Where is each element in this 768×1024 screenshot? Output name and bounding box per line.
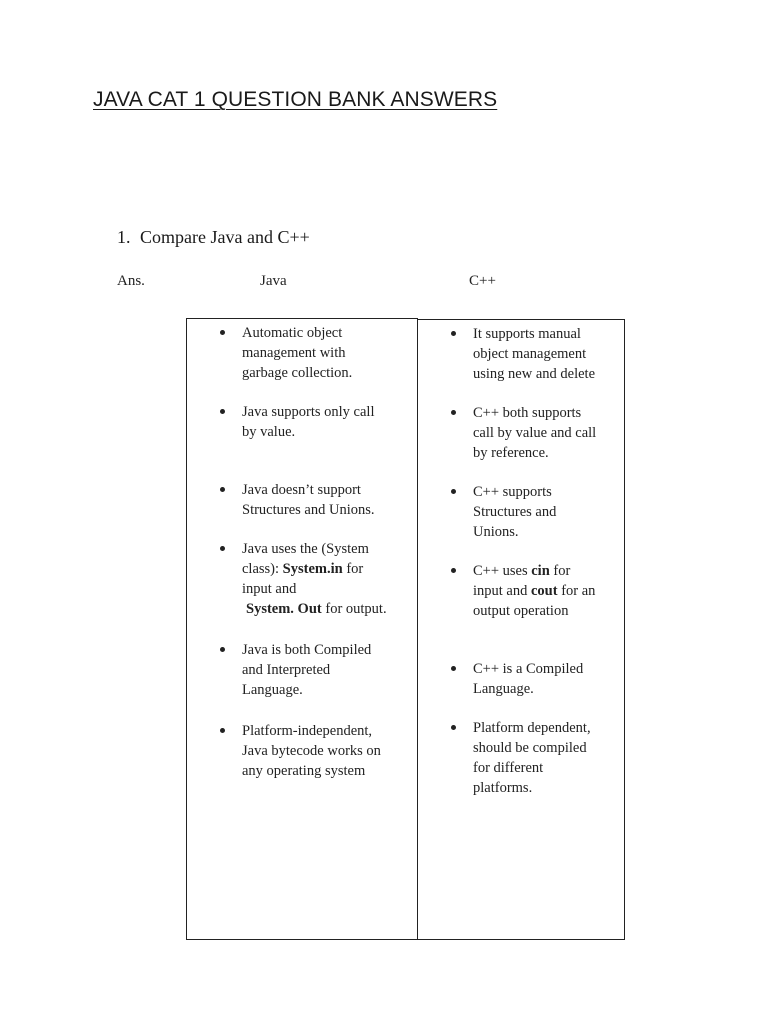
point-line: Language. bbox=[242, 682, 303, 698]
question-number: 1. bbox=[117, 227, 131, 247]
question-text: Compare Java and C++ bbox=[140, 227, 310, 247]
cpp-point-input-output bbox=[473, 561, 595, 621]
point-line: C++ supports bbox=[473, 484, 552, 500]
cin-term: cin bbox=[531, 563, 550, 579]
point-line: Java bytecode works on bbox=[242, 743, 381, 759]
point-text: for an bbox=[557, 583, 596, 599]
point-line: Java is both Compiled bbox=[242, 642, 372, 658]
point-line: platforms. bbox=[473, 780, 533, 796]
answer-label: Ans. bbox=[117, 273, 145, 289]
bullet-icon bbox=[451, 489, 456, 494]
cpp-point-structures-unions bbox=[473, 482, 556, 542]
point-line bbox=[242, 599, 387, 619]
point-line: and Interpreted bbox=[242, 662, 331, 678]
bullet-icon bbox=[220, 409, 225, 414]
point-line: Platform-independent, bbox=[242, 723, 373, 739]
cpp-point-compiled bbox=[473, 659, 583, 699]
point-line bbox=[473, 561, 595, 581]
point-text: class): bbox=[242, 561, 283, 577]
java-point-garbage-collection bbox=[242, 323, 352, 383]
point-line: Unions. bbox=[473, 524, 519, 540]
point-line: call by value and call bbox=[473, 425, 597, 441]
bullet-icon bbox=[451, 568, 456, 573]
point-line: output operation bbox=[473, 603, 569, 619]
point-text: input and bbox=[473, 583, 531, 599]
cpp-column-heading: C++ bbox=[469, 273, 496, 289]
point-line: garbage collection. bbox=[242, 365, 353, 381]
bullet-icon bbox=[451, 410, 456, 415]
bullet-icon bbox=[220, 647, 225, 652]
point-line: C++ is a Compiled bbox=[473, 661, 584, 677]
system-in-term: System.in bbox=[282, 561, 343, 577]
point-line: any operating system bbox=[242, 763, 366, 779]
cpp-point-platform-dependent bbox=[473, 718, 591, 798]
java-point-call-by-value bbox=[242, 402, 375, 442]
cpp-point-manual-memory bbox=[473, 324, 595, 384]
point-line: by value. bbox=[242, 424, 296, 440]
point-line: Platform dependent, bbox=[473, 720, 591, 736]
point-line: Structures and bbox=[473, 504, 557, 520]
point-line: Language. bbox=[473, 681, 534, 697]
document-title: JAVA CAT 1 QUESTION BANK ANSWERS bbox=[93, 88, 498, 111]
point-line: input and bbox=[242, 581, 297, 597]
cout-term: cout bbox=[531, 583, 558, 599]
point-line: It supports manual bbox=[473, 326, 581, 342]
point-line: C++ both supports bbox=[473, 405, 582, 421]
java-column-heading: Java bbox=[260, 273, 287, 289]
point-line: Structures and Unions. bbox=[242, 502, 375, 518]
bullet-icon bbox=[220, 330, 225, 335]
point-line: Java supports only call bbox=[242, 404, 375, 420]
point-line: management with bbox=[242, 345, 346, 361]
point-line: using new and delete bbox=[473, 366, 596, 382]
cpp-point-call-by-reference bbox=[473, 403, 596, 463]
java-point-compiled-interpreted bbox=[242, 640, 371, 700]
bullet-icon bbox=[220, 728, 225, 733]
point-line: by reference. bbox=[473, 445, 549, 461]
point-text: for output. bbox=[321, 601, 387, 617]
bullet-icon bbox=[220, 546, 225, 551]
point-text: for bbox=[549, 563, 571, 579]
java-point-structures-unions bbox=[242, 480, 375, 520]
java-point-platform-independent bbox=[242, 721, 381, 781]
bullet-icon bbox=[451, 331, 456, 336]
system-out-term: System. Out bbox=[246, 601, 322, 617]
point-line: should be compiled bbox=[473, 740, 587, 756]
bullet-icon bbox=[220, 487, 225, 492]
point-line: for different bbox=[473, 760, 544, 776]
question-heading bbox=[117, 227, 310, 248]
java-point-input-output bbox=[242, 539, 387, 619]
point-line bbox=[473, 581, 595, 601]
point-text: for bbox=[342, 561, 364, 577]
point-line: object management bbox=[473, 346, 587, 362]
bullet-icon bbox=[451, 666, 456, 671]
bullet-icon bbox=[451, 725, 456, 730]
point-line: Java uses the (System bbox=[242, 541, 369, 557]
point-line: Automatic object bbox=[242, 325, 343, 341]
point-line bbox=[242, 559, 387, 579]
point-line: Java doesn’t support bbox=[242, 482, 361, 498]
point-text: C++ uses bbox=[473, 563, 532, 579]
